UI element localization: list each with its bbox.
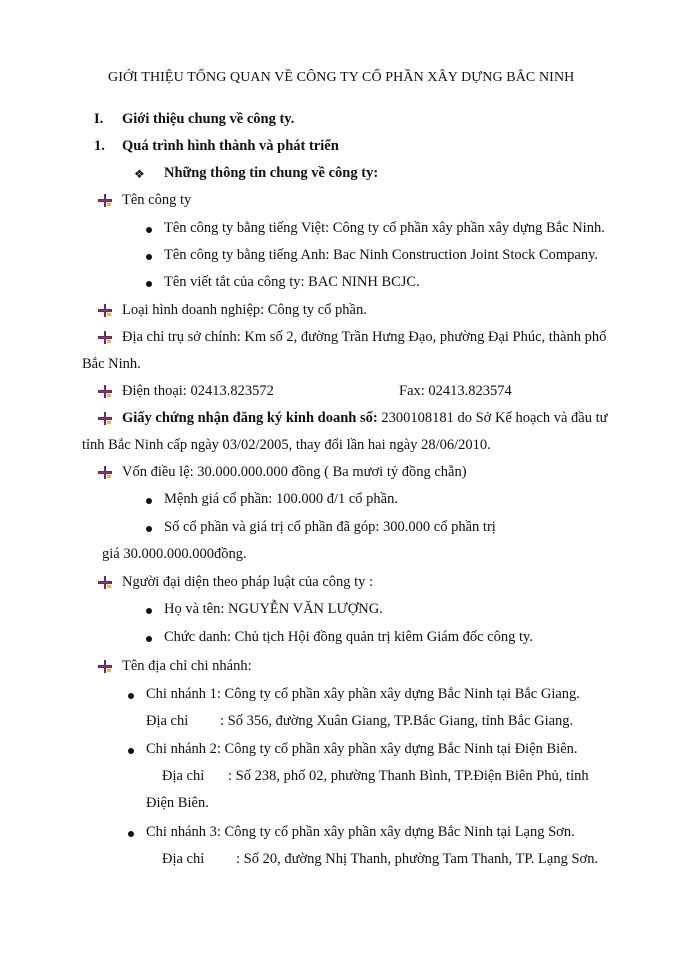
branch-2-address-label: Địa chỉ (162, 768, 205, 784)
hand-bullet-icon (98, 194, 112, 207)
bullet-dot (146, 281, 152, 287)
branches-label: Tên địa chỉ chi nhánh: (122, 658, 252, 674)
hand-bullet-icon (98, 331, 112, 344)
section-number-1: I. (94, 111, 104, 127)
company-name-abbr: Tên viết tắt của công ty: BAC NINH BCJC. (164, 274, 420, 290)
company-name-viet: Tên công ty bằng tiếng Việt: Công ty cổ phần xây phần xây dựng Bắc Ninh. (164, 220, 605, 236)
diamond-bullet-icon: ❖ (134, 167, 145, 181)
bullet-dot (146, 498, 152, 504)
bullet-dot (146, 254, 152, 260)
capital-shares-line-1: Số cổ phần và giá trị cổ phần đã góp: 300.000 cổ phần trị (164, 519, 496, 535)
branch-2-name: Chi nhánh 2: Công ty cổ phần xây phần xây dựng Bắc Ninh tại Điện Biên. (146, 741, 578, 757)
section-number-2: 1. (94, 138, 105, 154)
section-heading-1: Giới thiệu chung về công ty. (122, 111, 295, 127)
bullet-dot (146, 526, 152, 532)
license-label: Giấy chứng nhận đăng ký kinh doanh số: (122, 410, 378, 426)
license-number: 2300108181 do Sở Kế hoạch và đầu tư (381, 410, 608, 426)
address-line-2: Bắc Ninh. (82, 356, 141, 372)
representative-name: Họ và tên: NGUYỄN VĂN LƯỢNG. (164, 601, 383, 617)
phone: Điện thoại: 02413.823572 (122, 383, 274, 399)
branch-3-address-label: Địa chỉ (162, 851, 205, 867)
page-title: GIỚI THIỆU TỔNG QUAN VỀ CÔNG TY CỔ PHẦN XÂY DỰNG BẮC NINH (108, 70, 575, 85)
bullet-dot (146, 636, 152, 642)
branch-2-address-line-2: Điện Biên. (146, 795, 209, 811)
bullet-dot (128, 748, 134, 754)
license-line-2: tỉnh Bắc Ninh cấp ngày 03/02/2005, thay đổi lần hai ngày 28/06/2010. (82, 437, 491, 453)
branch-1-name: Chi nhánh 1: Công ty cổ phần xây phần xây dựng Bắc Ninh tại Bắc Giang. (146, 686, 580, 702)
subheading: Những thông tin chung về công ty: (164, 165, 379, 181)
bullet-dot (128, 831, 134, 837)
company-name-label: Tên công ty (122, 192, 192, 208)
hand-bullet-icon (98, 576, 112, 589)
bullet-dot (146, 608, 152, 614)
hand-bullet-icon (98, 385, 112, 398)
branch-1-address: : Số 356, đường Xuân Giang, TP.Bắc Giang, tỉnh Bắc Giang. (220, 713, 574, 729)
branch-2-address: : Số 238, phố 02, phường Thanh Bình, TP.Điện Biên Phủ, tỉnh (228, 768, 589, 784)
hand-bullet-icon (98, 660, 112, 673)
capital-par-value: Mệnh giá cổ phần: 100.000 đ/1 cổ phần. (164, 491, 398, 507)
branch-3-address: : Số 20, đường Nhị Thanh, phường Tam Thanh, TP. Lạng Sơn. (236, 851, 599, 867)
company-name-eng: Tên công ty bằng tiếng Anh: Bac Ninh Construction Joint Stock Company. (164, 247, 599, 263)
branch-1-address-label: Địa chỉ (146, 713, 189, 729)
hand-bullet-icon (98, 466, 112, 479)
representative-label: Người đại diện theo pháp luật của công ty : (122, 574, 374, 590)
bullet-dot (128, 693, 134, 699)
hand-bullet-icon (98, 412, 112, 425)
representative-position: Chức danh: Chủ tịch Hội đồng quản trị kiêm Giám đốc công ty. (164, 629, 533, 645)
business-type: Loại hình doanh nghiệp: Công ty cổ phần. (122, 302, 367, 318)
hand-bullet-icon (98, 304, 112, 317)
section-heading-2: Quá trình hình thành và phát triển (122, 138, 339, 154)
address-line-1: Địa chỉ trụ sở chính: Km số 2, đường Trần Hưng Đạo, phường Đại Phúc, thành phố (122, 329, 607, 345)
license-line-1 (122, 410, 608, 427)
capital-label: Vốn điều lệ: 30.000.000.000 đồng ( Ba mươi tỷ đồng chẵn) (122, 464, 467, 480)
bullet-dot (146, 227, 152, 233)
fax: Fax: 02413.823574 (399, 383, 512, 399)
capital-shares-line-2: giá 30.000.000.000đồng. (102, 546, 247, 562)
branch-3-name: Chi nhánh 3: Công ty cổ phần xây phần xây dựng Bắc Ninh tại Lạng Sơn. (146, 824, 575, 840)
